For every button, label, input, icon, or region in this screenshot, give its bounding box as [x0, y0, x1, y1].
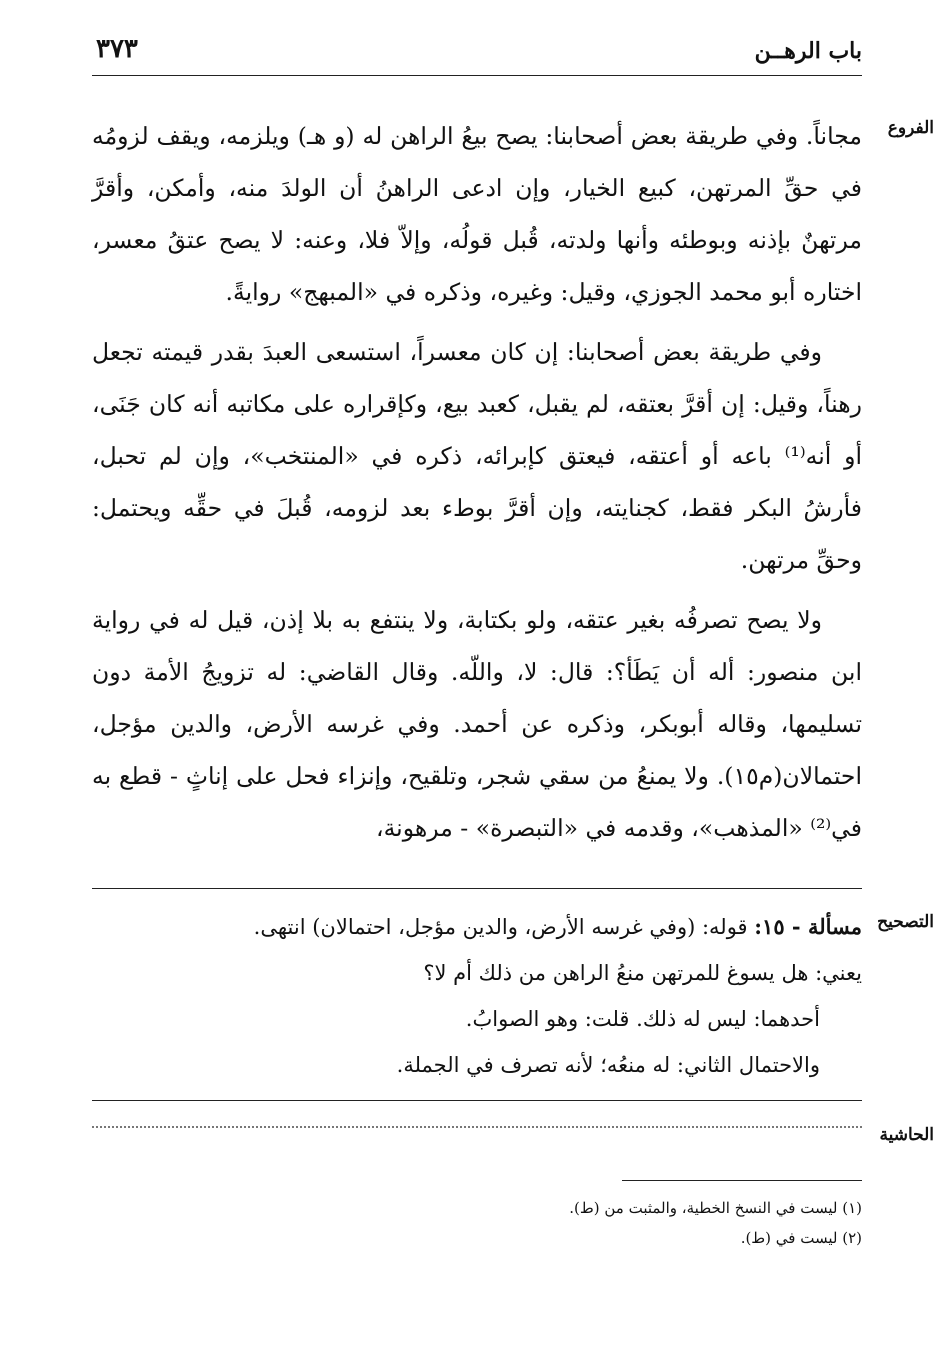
tashih-line: أحدهما: ليس له ذلك. قلت: وهو الصوابُ.	[465, 1007, 820, 1031]
chapter-title: باب الرهــن	[754, 38, 862, 64]
margin-label-hashiya: الحاشية	[879, 1125, 934, 1145]
page-number: ٣٧٣	[96, 34, 138, 64]
main-text	[92, 110, 862, 854]
tashih-line: والاحتمال الثاني: له منعُه؛ لأنه تصرف في الجملة.	[396, 1053, 820, 1077]
footnotes	[92, 1193, 862, 1253]
running-head	[92, 32, 862, 72]
margin-label-furu: الفروع	[887, 118, 934, 138]
tashih-quote: قوله: (وفي غرسه الأرض، والدين مؤجل، احتمالان) انتهى.	[253, 915, 748, 939]
header-rule	[92, 75, 862, 76]
hashiya-dotted-line	[92, 1126, 862, 1128]
margin-label-tashih: التصحيح	[877, 912, 934, 932]
main-paragraph: مجاناً. وفي طريقة بعض أصحابنا: يصح بيعُ الراهن له (و هـ) ويلزمه، ويقف لزومُه في حقِّ المرتهن، كبيع الخيار، وإن ادعى الراهنُ أن الولدَ منه، وأمكن، وأقرَّ مرتهنٌ بإذنه وبوطئه وأنها ولدته، قُبل قولُه، وإلاّ فلا، وعنه: لا يصح عتقُ معسر، اختاره أبو محمد الجوزي، وقيل: وغيره، وذكره في «المبهج» روايةً.	[92, 122, 862, 306]
footnote: (٢) ليست في (ط).	[740, 1229, 862, 1247]
section-rule	[92, 1100, 862, 1101]
masala-label: مسألة - ١٥:	[754, 914, 862, 939]
main-paragraph: وفي طريقة بعض أصحابنا: إن كان معسراً، استسعى العبدَ بقدر قيمته تجعل رهناً، وقيل: إن أقرَّ بعتقه، لم يقبل، كعبد بيع، وكإقراره على مكاتبه أنه كان جَنَى، أو أنه⁽¹⁾ باعه أو أعتقه، فيعتق كإبرائه، ذكره في «المنتخب»، وإن لم تحبل، فأرشُ البكر فقط، كجنايته، وإن أقرَّ بوطء بعد لزومه، قُبلَ في حقِّه ويحتمل: وحقِّ مرتهن.	[92, 338, 862, 574]
footnote-rule	[622, 1180, 862, 1181]
footnote: (١) ليست في النسخ الخطية، والمثبت من (ط).	[569, 1199, 862, 1217]
tashih-section	[92, 904, 862, 1088]
section-rule	[92, 888, 862, 889]
tashih-line: يعني: هل يسوغ للمرتهن منعُ الراهن من ذلك أم لا؟	[423, 961, 862, 985]
tashih-line	[92, 904, 862, 950]
main-paragraph: ولا يصح تصرفُه بغير عتقه، ولو بكتابة، ولا ينتفع به بلا إذن، قيل له في رواية ابن منصور: أله أن يَطَأ؟: قال: لا، واللّه. وقال القاضي: له تزويجُ الأمة دون تسليمها، وقاله أبوبكر، وذكره عن أحمد. وفي غرسه الأرض، والدين مؤجل، احتمالان(م١٥). ولا يمنعُ من سقي شجر، وتلقيح، وإنزاء فحل على إناثٍ - قطع به في⁽²⁾ «المذهب»، وقدمه في «التبصرة» - مرهونة،	[92, 606, 862, 842]
